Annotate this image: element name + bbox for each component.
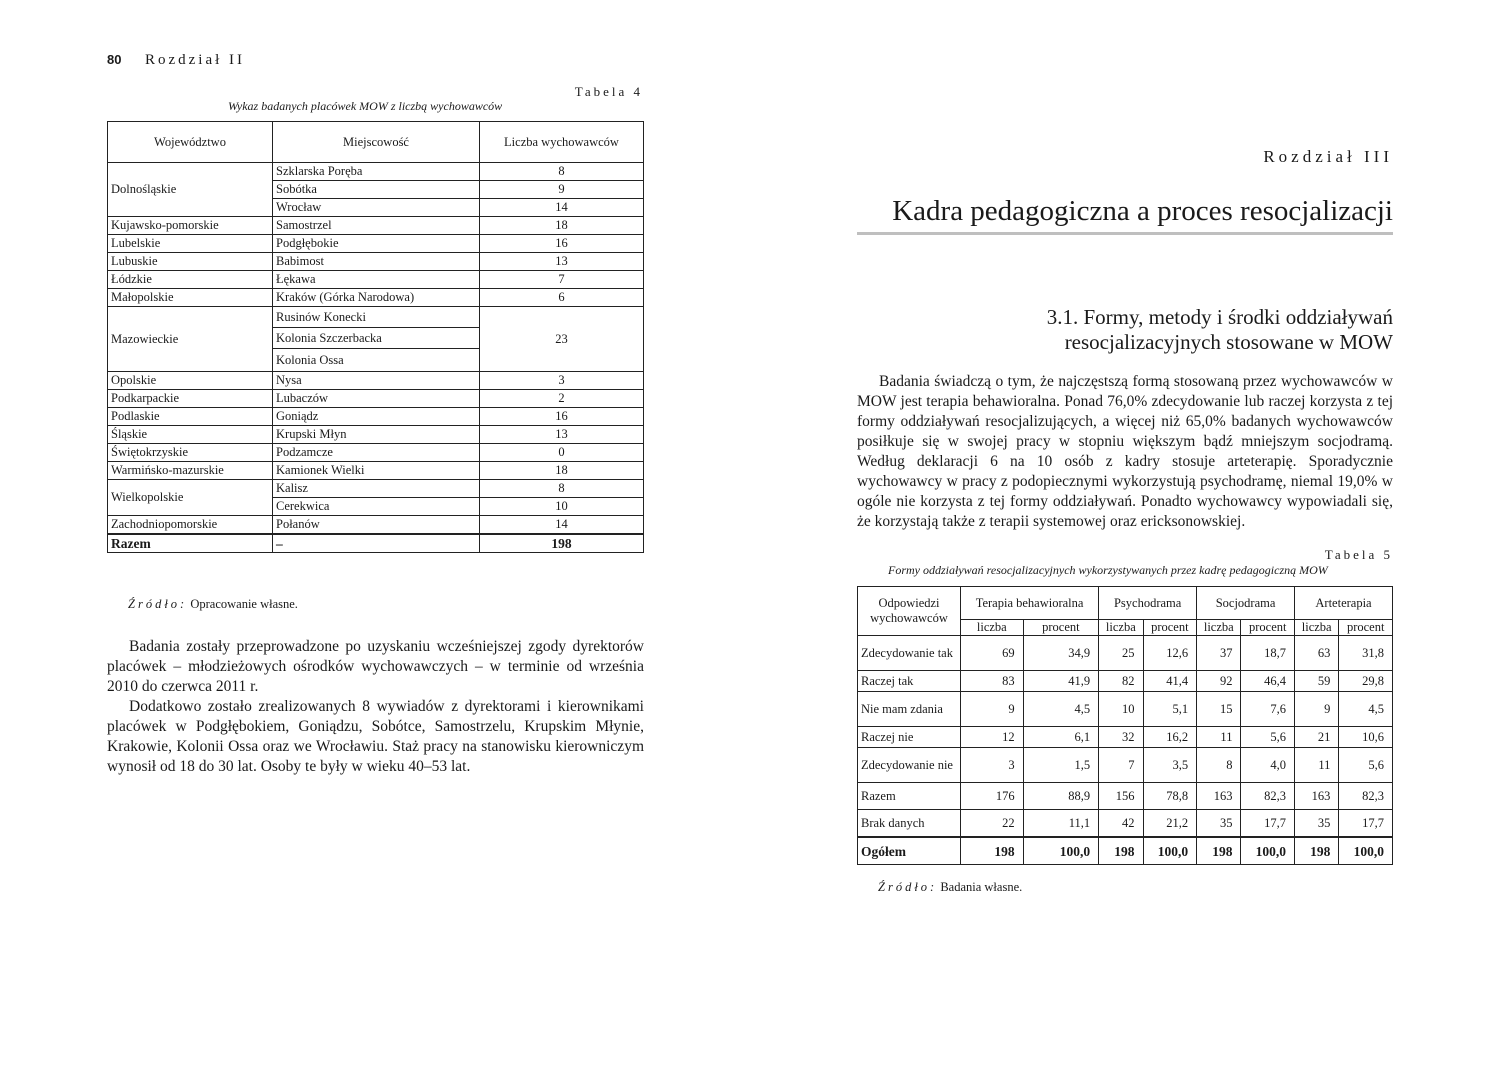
cell-count: 35 [1197,810,1241,838]
cell-count: 18 [480,462,644,480]
cell-count: 163 [1295,783,1339,810]
source-text: Badania własne. [940,880,1023,894]
running-head [107,52,245,69]
title-rule [857,232,1393,235]
cell-place: Samostrzel [273,217,480,235]
table-row [108,408,644,426]
cell-count: 14 [480,199,644,217]
table-row [108,480,644,498]
cell-percent: 12,6 [1143,636,1197,671]
table-row [108,372,644,390]
cell-place: Krupski Młyn [273,426,480,444]
header-count: Liczba wychowawców [480,122,644,163]
table-row [858,636,1393,671]
cell-count: 63 [1295,636,1339,671]
table-header-row [858,587,1393,620]
cell-place: Kolonia Ossa [273,349,480,372]
cell-percent: 17,7 [1241,810,1295,838]
cell-count: 9 [961,692,1024,727]
cell-place: Goniądz [273,408,480,426]
table-4-caption: Wykaz badanych placówek MOW z liczbą wychowawców [228,99,503,113]
table-total-row [108,534,644,553]
cell-count: 13 [480,253,644,271]
cell-place: Podzamcze [273,444,480,462]
cell-percent: 29,8 [1339,671,1393,692]
cell-place: Sobótka [273,181,480,199]
cell-region: Podlaskie [108,408,273,426]
cell-percent: 3,5 [1143,748,1197,783]
table-row [108,307,644,328]
cell-count: 6 [480,289,644,307]
cell-count: 10 [1099,692,1143,727]
cell-count: 156 [1099,783,1143,810]
cell-count: 32 [1099,727,1143,748]
cell-count: 42 [1099,810,1143,838]
cell-count: 198 [961,837,1024,865]
cell-percent: 4,0 [1241,748,1295,783]
cell-percent: 82,3 [1339,783,1393,810]
cell-count: 83 [961,671,1024,692]
table-row [108,444,644,462]
cell-count: 198 [1197,837,1241,865]
cell-place: Połanów [273,516,480,535]
table-4-source [128,597,298,612]
cell-count: 11 [1197,727,1241,748]
cell-count: 198 [1295,837,1339,865]
cell-count: 198 [1099,837,1143,865]
right-page [750,0,1500,1066]
table-total-row [858,837,1393,865]
cell-count: 9 [480,181,644,199]
chapter-running-head: Rozdział II [144,52,246,68]
cell-region: Świętokrzyskie [108,444,273,462]
subheader: procent [1023,620,1099,636]
cell-count: 12 [961,727,1024,748]
cell-count: 35 [1295,810,1339,838]
cell-percent: 4,5 [1023,692,1099,727]
cell-count: 8 [480,480,644,498]
header-group: Socjodrama [1197,587,1295,620]
cell-place: Podgłębokie [273,235,480,253]
header-group: Psychodrama [1099,587,1197,620]
cell-percent: 17,7 [1339,810,1393,838]
paragraph: Badania świadczą o tym, że najczęstszą formą stosowaną przez wychowawców w MOW jest terapia behawioralna. Ponad 76,0% zdecydowanie lub raczej korzysta z tej formy oddziaływań resocjalizujących, a więcej niż 65,0% badanych wychowawców posiłkuje się w swojej pracy w stopniu większym bądź mniejszym socjodramą. Według deklaracji 6 na 10 osób z kadry stosuje arteterapię. Sporadycznie wychowawcy w pracy z podopiecznymi wykorzystują psychodramę, niemal 19,0% w ogóle nie korzysta z tej formy oddziaływań. Ponadto wychowawcy wypowiadali się, że korzystają także z terapii systemowej oraz ericksonowskiej. [857,373,1393,530]
cell-percent: 21,2 [1143,810,1197,838]
table-row [108,516,644,535]
left-body-text [107,637,644,777]
right-body-text [857,372,1393,532]
cell-count: 7 [480,271,644,289]
cell-percent: 78,8 [1143,783,1197,810]
cell-count: 18 [480,217,644,235]
table-row [108,289,644,307]
cell-region: Opolskie [108,372,273,390]
cell-percent: 1,5 [1023,748,1099,783]
table-row [108,462,644,480]
table-row [858,727,1393,748]
table-row [108,253,644,271]
cell-answer: Ogółem [858,837,961,865]
table-row [858,671,1393,692]
table-5-body [858,636,1393,865]
source-text: Opracowanie własne. [190,597,298,611]
section-title-line: 3.1. Formy, metody i środki oddziaływań [1046,305,1393,329]
cell-percent: 10,6 [1339,727,1393,748]
cell-place: Kraków (Górka Narodowa) [273,289,480,307]
cell-region: Wielkopolskie [108,480,273,516]
table-4 [107,121,644,553]
header-region: Województwo [108,122,273,163]
table-5-source [878,880,1022,895]
header-place: Miejscowość [273,122,480,163]
source-label: Źródło: [878,880,938,894]
cell-place: Babimost [273,253,480,271]
table-row [108,390,644,408]
cell-region: Małopolskie [108,289,273,307]
cell-answer: Raczej nie [858,727,961,748]
cell-count: 16 [480,408,644,426]
cell-percent: 82,3 [1241,783,1295,810]
subheader: procent [1143,620,1197,636]
cell-percent: 6,1 [1023,727,1099,748]
cell-percent: 11,1 [1023,810,1099,838]
cell-percent: 100,0 [1339,837,1393,865]
source-label: Źródło: [128,597,188,611]
cell-count: 16 [480,235,644,253]
chapter-label: Rozdział III [1263,147,1393,166]
cell-place: Kalisz [273,480,480,498]
cell-place: Lubaczów [273,390,480,408]
table-5-number: Tabela 5 [1324,547,1393,562]
cell-count: 23 [480,307,644,372]
cell-answer: Razem [858,783,961,810]
cell-count: 37 [1197,636,1241,671]
cell-percent: 5,1 [1143,692,1197,727]
cell-count: 10 [480,498,644,516]
cell-count: 92 [1197,671,1241,692]
cell-percent: 100,0 [1241,837,1295,865]
cell-region: Lubuskie [108,253,273,271]
cell-count: 13 [480,426,644,444]
table-5 [857,586,1393,865]
cell-answer: Raczej tak [858,671,961,692]
cell-count: 25 [1099,636,1143,671]
cell-count: 176 [961,783,1024,810]
header-group: Terapia behawioralna [961,587,1099,620]
table-row [858,748,1393,783]
table-row [108,163,644,181]
cell-percent: 7,6 [1241,692,1295,727]
cell-count: 21 [1295,727,1339,748]
table-header-row [108,122,644,163]
cell-region: Lubelskie [108,235,273,253]
cell-count: 8 [480,163,644,181]
subheader: liczba [1197,620,1241,636]
header-answers: Odpowiedzi wychowawców [858,587,961,636]
cell-region: Razem [108,534,273,553]
table-row [858,783,1393,810]
table-row [108,271,644,289]
cell-place: Cerekwica [273,498,480,516]
cell-count: 2 [480,390,644,408]
table-row [858,810,1393,838]
cell-percent: 34,9 [1023,636,1099,671]
cell-percent: 100,0 [1023,837,1099,865]
table-row [108,426,644,444]
cell-count: 198 [480,534,644,553]
cell-place: Nysa [273,372,480,390]
cell-answer: Zdecydowanie nie [858,748,961,783]
cell-count: 7 [1099,748,1143,783]
cell-count: 82 [1099,671,1143,692]
cell-percent: 18,7 [1241,636,1295,671]
header-group: Arteterapia [1295,587,1393,620]
subheader: liczba [961,620,1024,636]
cell-region: Śląskie [108,426,273,444]
cell-place: – [273,534,480,553]
cell-region: Zachodniopomorskie [108,516,273,535]
cell-percent: 5,6 [1241,727,1295,748]
paragraph: Badania zostały przeprowadzone po uzyskaniu wcześniejszej zgody dyrektorów placówek – młodzieżowych ośrodków wychowawczych – w terminie od września 2010 do czerwca 2011 r. [107,638,644,695]
table-row [108,217,644,235]
cell-count: 14 [480,516,644,535]
cell-region: Warmińsko-mazurskie [108,462,273,480]
cell-place: Łękawa [273,271,480,289]
cell-percent: 41,9 [1023,671,1099,692]
cell-percent: 46,4 [1241,671,1295,692]
cell-count: 8 [1197,748,1241,783]
cell-count: 0 [480,444,644,462]
cell-region: Dolnośląskie [108,163,273,217]
cell-region: Łódzkie [108,271,273,289]
cell-count: 3 [961,748,1024,783]
table-5-caption: Formy oddziaływań resocjalizacyjnych wykorzystywanych przez kadrę pedagogiczną MOW [888,563,1328,577]
table-4-number: Tabela 4 [574,84,643,99]
cell-count: 69 [961,636,1024,671]
cell-place: Szklarska Poręba [273,163,480,181]
cell-answer: Brak danych [858,810,961,838]
cell-count: 22 [961,810,1024,838]
cell-percent: 31,8 [1339,636,1393,671]
cell-percent: 16,2 [1143,727,1197,748]
cell-place: Wrocław [273,199,480,217]
section-title [857,305,1393,355]
cell-percent: 100,0 [1143,837,1197,865]
cell-answer: Zdecydowanie tak [858,636,961,671]
cell-percent: 5,6 [1339,748,1393,783]
cell-count: 163 [1197,783,1241,810]
subheader: liczba [1295,620,1339,636]
cell-percent: 4,5 [1339,692,1393,727]
section-title-line: resocjalizacyjnych stosowane w MOW [1064,330,1393,354]
cell-place: Kamionek Wielki [273,462,480,480]
cell-region: Podkarpackie [108,390,273,408]
cell-place: Rusinów Konecki [273,307,480,328]
page-number: 80 [107,52,122,67]
cell-count: 59 [1295,671,1339,692]
paragraph: Dodatkowo zostało zrealizowanych 8 wywiadów z dyrektorami i kierownikami placówek w Podgłębokiem, Goniądzu, Sobótce, Samostrzelu, Krupskim Młynie, Krakowie, Kolonii Ossa oraz we Wrocławiu. Staż pracy na stanowisku kierowniczym wynosił od 18 do 30 lat. Osoby te były w wieku 40–53 lat. [107,698,644,775]
cell-place: Kolonia Szczerbacka [273,328,480,349]
subheader: liczba [1099,620,1143,636]
table-row [858,692,1393,727]
cell-count: 3 [480,372,644,390]
cell-region: Kujawsko-pomorskie [108,217,273,235]
table-row [108,235,644,253]
cell-percent: 88,9 [1023,783,1099,810]
cell-count: 11 [1295,748,1339,783]
cell-percent: 41,4 [1143,671,1197,692]
cell-answer: Nie mam zdania [858,692,961,727]
chapter-title: Kadra pedagogiczna a proces resocjalizacji [892,195,1393,227]
cell-region: Mazowieckie [108,307,273,372]
cell-count: 15 [1197,692,1241,727]
cell-count: 9 [1295,692,1339,727]
subheader: procent [1339,620,1393,636]
subheader: procent [1241,620,1295,636]
